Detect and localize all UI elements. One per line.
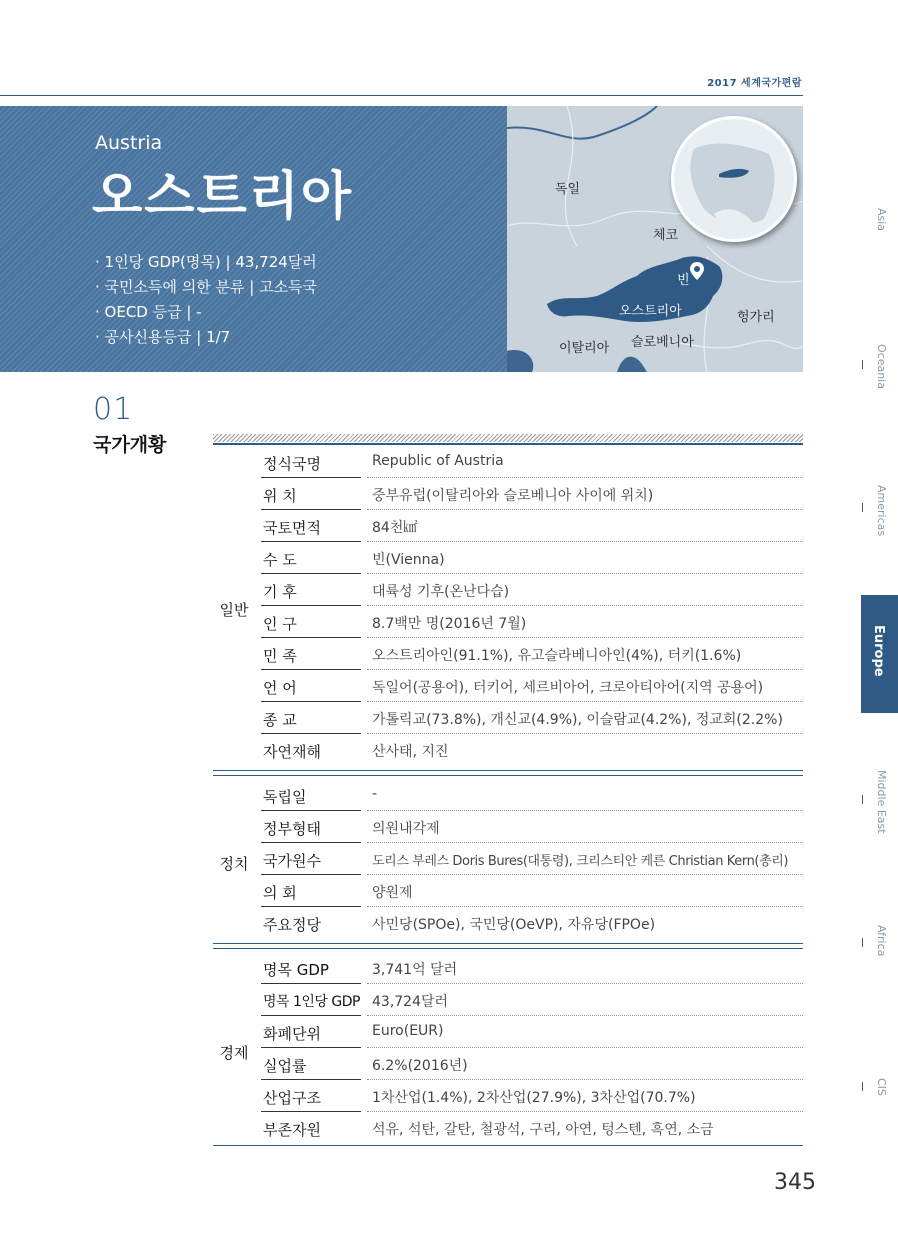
row-key: 기 후 — [263, 583, 297, 601]
group-separator — [213, 943, 803, 949]
table-row — [261, 811, 803, 843]
map-pin-icon — [690, 262, 704, 280]
row-key: 국토면적 — [263, 519, 321, 537]
table-row — [261, 907, 803, 939]
row-key: 독립일 — [263, 788, 307, 806]
globe-inset — [671, 116, 797, 242]
table-row — [261, 606, 803, 638]
row-key: 언 어 — [263, 679, 297, 697]
group-economy — [213, 952, 803, 1144]
group-general — [213, 446, 803, 768]
row-value: 8.7백만 명(2016년 7월) — [372, 616, 527, 632]
table-row — [261, 670, 803, 702]
table-row — [261, 542, 803, 574]
side-tab-cis[interactable]: CIS — [875, 1078, 888, 1096]
table-row — [261, 1112, 803, 1144]
book-title: 2017 세계국가편람 — [707, 78, 802, 89]
row-value: 가톨릭교(73.8%), 개신교(4.9%), 이슬람교(4.2%), 정교회(2.2%) — [372, 712, 783, 728]
header-rule — [0, 95, 803, 96]
section-number: 01 — [93, 392, 134, 427]
side-tab-americas[interactable]: Americas — [875, 485, 888, 537]
side-tab-africa[interactable]: Africa — [875, 925, 888, 957]
row-value: 3,741억 달러 — [372, 962, 458, 978]
row-value: 중부유럽(이탈리아와 슬로베니아 사이에 위치) — [372, 488, 654, 504]
row-value: 의원내각제 — [372, 821, 440, 837]
map-label-austria: 오스트리아 — [619, 304, 682, 319]
row-key: 부존자원 — [263, 1121, 321, 1139]
row-value: 독일어(공용어), 터키어, 세르비아어, 크로아티아어(지역 공용어) — [372, 680, 764, 696]
side-tab-oceania[interactable]: Oceania — [875, 344, 888, 389]
key-facts — [95, 250, 317, 350]
map-label-italy: 이탈리아 — [559, 341, 610, 356]
country-banner — [0, 106, 507, 372]
group-separator — [213, 770, 803, 776]
side-tab-europe[interactable] — [861, 595, 898, 713]
table-top-rule — [213, 434, 803, 442]
map-label-slovenia: 슬로베니아 — [631, 335, 694, 350]
country-name-en: Austria — [95, 132, 163, 154]
table-row — [261, 638, 803, 670]
row-key: 정부형태 — [263, 820, 321, 838]
row-value: 석유, 석탄, 갈탄, 철광석, 구리, 아연, 텅스텐, 흑연, 소금 — [372, 1122, 714, 1138]
row-value: 사민당(SPOe), 국민당(OeVP), 자유당(FPOe) — [372, 917, 656, 933]
border-line — [565, 106, 577, 246]
table-row — [261, 1048, 803, 1080]
country-map — [507, 106, 803, 372]
map-label-germany: 독일 — [555, 182, 581, 197]
row-key: 자연재해 — [263, 743, 321, 761]
table-row — [261, 779, 803, 811]
row-value: 6.2%(2016년) — [372, 1058, 468, 1074]
table-row — [261, 734, 803, 766]
table-row — [261, 1080, 803, 1112]
table-top-rule-line — [213, 443, 803, 445]
row-value: 빈(Vienna) — [372, 552, 445, 568]
row-value: 산사태, 지진 — [372, 744, 449, 760]
row-key: 의 회 — [263, 884, 297, 902]
row-value: Republic of Austria — [372, 453, 504, 469]
row-value: 대륙성 기후(온난다습) — [372, 584, 510, 600]
row-key: 수 도 — [263, 551, 297, 569]
group-label-economy: 경제 — [219, 1044, 249, 1062]
table-row — [261, 952, 803, 984]
map-label-hungary: 헝가리 — [737, 310, 775, 325]
row-value: 오스트리아인(91.1%), 유고슬라베니아인(4%), 터키(1.6%) — [372, 648, 742, 664]
row-key: 실업률 — [263, 1057, 307, 1075]
row-key: 민 족 — [263, 647, 297, 665]
row-key: 국가원수 — [263, 852, 321, 870]
table-row — [261, 446, 803, 478]
fact-credit-grade: · 공사신용등급 | 1/7 — [95, 328, 231, 346]
sea-shape — [507, 350, 533, 372]
row-value: Euro(EUR) — [372, 1023, 444, 1039]
map-label-czech: 체코 — [653, 228, 679, 243]
row-key: 정식국명 — [263, 455, 321, 473]
row-key: 종 교 — [263, 711, 297, 729]
side-tab-asia[interactable]: Asia — [875, 208, 888, 232]
country-name-ko: 오스트리아 — [92, 167, 354, 227]
row-key: 주요정당 — [263, 916, 321, 934]
side-tab-europe-label: Europe — [871, 625, 886, 677]
page-number: 345 — [774, 1170, 816, 1195]
row-key: 위 치 — [263, 487, 297, 505]
row-value: 도리스 부레스 Doris Bures(대통령), 크리스티안 케른 Christian Kern(총리) — [372, 854, 789, 869]
row-key: 화폐단위 — [263, 1025, 321, 1043]
fact-income-class: · 국민소득에 의한 분류 | 고소득국 — [95, 278, 318, 296]
section-title: 국가개황 — [93, 434, 167, 456]
river — [507, 106, 657, 139]
group-label-general: 일반 — [219, 601, 249, 619]
table-row — [261, 875, 803, 907]
group-politics — [213, 779, 803, 941]
row-key: 명목 GDP — [263, 961, 329, 979]
row-value: - — [372, 786, 378, 802]
row-key: 인 구 — [263, 615, 297, 633]
fact-oecd-grade: · OECD 등급 | - — [95, 303, 202, 321]
table-end-rule — [213, 1145, 803, 1146]
row-key: 산업구조 — [263, 1089, 321, 1107]
row-value: 양원제 — [372, 885, 413, 901]
row-value: 43,724달러 — [372, 994, 449, 1010]
table-row — [261, 1016, 803, 1048]
row-value: 1차산업(1.4%), 2차산업(27.9%), 3차산업(70.7%) — [372, 1090, 696, 1106]
side-tab-middle-east[interactable]: Middle East — [875, 770, 888, 834]
row-key: 명목 1인당 GDP — [263, 994, 360, 1010]
table-row — [261, 984, 803, 1016]
table-row — [261, 843, 803, 875]
row-value: 84천㎢ — [372, 520, 418, 536]
table-row — [261, 574, 803, 606]
sea-shape — [617, 357, 647, 372]
table-row — [261, 702, 803, 734]
table-row — [261, 478, 803, 510]
globe-map — [674, 119, 794, 239]
group-label-politics: 정치 — [219, 855, 249, 873]
table-row — [261, 510, 803, 542]
map-label-vienna: 빈 — [677, 273, 690, 288]
fact-gdp: · 1인당 GDP(명목) | 43,724달러 — [95, 253, 317, 271]
